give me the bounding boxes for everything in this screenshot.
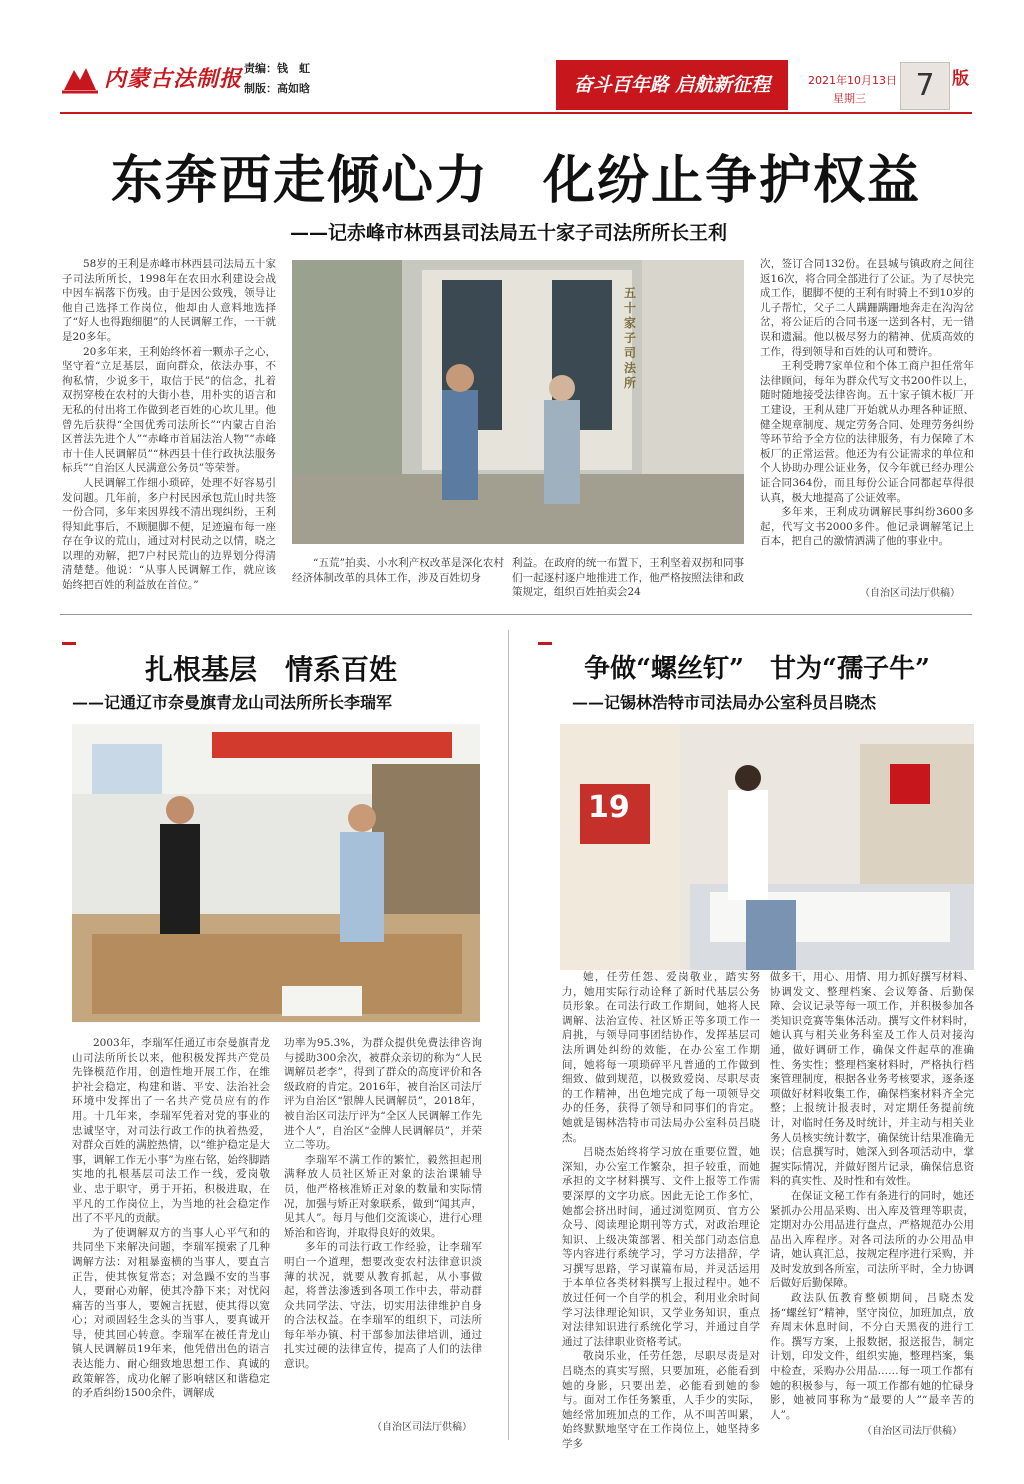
paragraph: 功率为95.3%，为群众提供免费法律咨询与援助300余次，被群众亲切的称为“人民调解员老李”，得到了群众的高度评价和各级政府的肯定。2016年，被自治区司法厅评为自治区“银牌人民调解员”，2018年，被自治区司法厅评为“全区人民调解工作先进个人”，自治区“金牌人民调解员”，并荣立二等功。: [284, 1037, 482, 1152]
article1-credit: （自治区司法厅供稿）: [860, 588, 960, 599]
paragraph: 次，签订合同132份。在县城与镇政府之间往返16次，将合同全部进行了公证。为了尽快完成工作，腿脚不便的王利有时骑上不到10岁的儿子帮忙，父子二人蹒跚蹒跚地奔走在沟沟岔岔，将公证后的合同书逐一送到各村，无一错误和遗漏。他以极尽努力的精神、优质高效的工作，得到领导和百姓的认可和赞许。: [760, 258, 974, 358]
section-divider: [60, 614, 972, 615]
paragraph: 多年的司法行政工作经验，让李瑞军明白一个道理，想要改变农村法律意识淡薄的状况，就要从教育抓起，从小事做起，将普法渗透到各项工作中去，带动群众共同学法、守法，切实用法律维护自身的合法权益。在李瑞军的组织下，司法所每年举办镇、村干部参加法律培训，通过扎实过硬的法律宣传，提高了人们的法律意识。: [284, 1241, 482, 1371]
page-number: 7: [915, 68, 935, 103]
photo-liruijun-scene: [72, 724, 480, 1022]
issue-weekday: 星期三: [833, 92, 866, 105]
paragraph: 20多年来，王利始终怀着一颗赤子之心，坚守着“立足基层，面向群众，依法办事，不徇私情，少说多干，取信于民”的信念，扎着双拐穿梭在农村的大街小巷，用朴实的语言和无私的付出将工作做到老百姓的心坎儿里。他曾先后获得“全国优秀司法所长”“内蒙古自治区普法先进个人”“赤峰市首届法治人物”“赤峰市十佳人民调解员”“林西县十佳行政执法服务标兵”“自治区人民满意公务员”等荣誉。: [62, 345, 276, 475]
article3-title: 争做“螺丝钉” 甘为“孺子牛”: [584, 654, 930, 684]
photo1-sign: 五十家子司法所: [624, 286, 637, 390]
producer-credit: 制版：高如晗: [244, 82, 310, 95]
article2-photo: [72, 724, 480, 1022]
paragraph: 敬岗乐业，任劳任怨，尽职尽责是对吕晓杰的真实写照，只要加班，必能看到她的身影，只要出差，必能看到她的参与。面对工作任务繁重，人手少的实际，她经常加班加点的工作，从不叫苦叫累，始终默默地坚守在工作岗位上，她坚持多学多: [562, 1350, 760, 1450]
paragraph: 做多干，用心、用情、用力抓好撰写材料、协调发文、整理档案、会议筹备、后勤保障、会议记录等每一项工作，并积极参加各类知识竞赛等集体活动。撰写文件材料时，她认真与相关业务科室及工作人员对接沟通，做好调研工作，确保文件起草的准确性、务实性；整理档案材料时，严格执行档案管理制度，根据各业务考核要求，逐条逐项做好材料收集工作，确保档案材料齐全完整；上报统计报表时，对定期任务提前统计，对临时任务及时统计，并主动与相关业务人员核实统计数字，确保统计结果准确无误；信息撰写时，她深入到各项活动中，掌握实际情况，并做好图片记录，确保信息资料的真实性、及时性和有效性。: [770, 971, 974, 1188]
article2-column-2: [284, 1036, 482, 1398]
section-banner-text: 奋斗百年路 启航新征程: [573, 74, 771, 96]
article2-title: 扎根基层 情系百姓: [144, 653, 397, 686]
paragraph: 为了使调解双方的当事人心平气和的共同坐下来解决问题，李瑞军摸索了几种调解方法：对粗暴蛮横的当事人，要直言正告，使其恢复常态；对急躁不安的当事人，要耐心劝解，使其冷静下来；对忧闷痛苦的当事人，要婉言抚慰，使其得以宽心；对顽固轻生念头的当事人，要真诚开导，使其回心转意。李瑞军在被任青龙山镇人民调解员19年来，他凭借出色的语言表达能力、耐心细致地思想工作、真诚的政策解答，成功化解了影响辖区和谐稳定的矛盾纠纷1500余件，调解成: [72, 1226, 270, 1400]
paragraph: 2003年，李瑞军任通辽市奈曼旗青龙山司法所所长以来，他积极发挥共产党员先锋模范作用，创造性地开展工作，在维护社会稳定，构建和谐、平安、法治社会环境中发挥出了一名共产党员应有的作用。十几年来，李瑞军凭着对党的事业的忠诚坚守，对司法行政工作的执着热爱，对群众百姓的满腔热情，以“维护稳定是大事，调解工作无小事”为座右铭，始终脚踏实地的扎根基层司法工作一线，爱岗敬业、忠于职守，勇于开拓，积极进取，在平凡的工作岗位上，为当地的社会稳定作出了不平凡的贡献。: [72, 1037, 270, 1225]
header-rule: [60, 112, 972, 114]
article2-subtitle: ——记通辽市奈曼旗青龙山司法所所长李瑞军: [72, 693, 393, 712]
page-number-box: [900, 62, 950, 110]
article1-photo: [292, 260, 744, 544]
article1-column-1: [62, 257, 276, 597]
paragraph: “五荒”拍卖、小水利产权改革是深化农村经济体制改革的具体工作，涉及百姓切身: [292, 557, 504, 584]
article3-credit: （自治区司法厅供稿）: [862, 1426, 962, 1437]
paragraph: 58岁的王利是赤峰市林西县司法局五十家子司法所所长，1998年在农田水利建设会战中因车祸落下伤残。由于是因公致残，领导让他自己选择工作岗位，他却由人意料地选择了“好人也得跑细腿”的人民调解工作，一干就是20多年。: [62, 258, 276, 343]
paragraph: 多年来，王利成功调解民事纠纷3600多起，代写文书2000多件。他记录调解笔记上百本，把自己的激情洒满了他的事业中。: [760, 506, 974, 548]
article3-header-bar: [538, 642, 552, 645]
page-label: 版: [952, 69, 969, 89]
paragraph: 人民调解工作细小琐碎，处理不好容易引发问题。几年前，多户村民因承包荒山时共签一份合同，多年来因界线不清出现纠纷，王利得知此事后，不顾腿脚不便，足迹遍布每一座存在争议的荒山，通过对村民动之以情，晓之以理的劝解，把7户村民荒山的边界划分得清清楚楚。他说：“从事人民调解工作，就应该始终把百姓的利益放在首位。”: [62, 476, 276, 592]
article2-column-1: [72, 1036, 270, 1436]
article1-column-2: [292, 556, 504, 600]
article3-column-1: [562, 970, 760, 1450]
newspaper-logo: 内蒙古法制报: [104, 66, 243, 92]
article1-column-4: [760, 257, 974, 579]
paragraph: 政法队伍教育整顿期间，吕晓杰发扬“螺丝钉”精神，坚守岗位，加班加点，放弃周末休息时间，不分白天黑夜的进行工作。撰写方案，上报数据，报送报告，制定计划，印发文件，组织实施，整理档案，集中检查，采购办公用品……每一项工作都有她的积极参与，每一项工作都有她的忙碌身影，她被同事称为“最要的人”“最辛苦的人”。: [770, 1292, 974, 1421]
masthead: [0, 0, 1024, 118]
article3-subtitle: ——记锡林浩特市司法局办公室科员吕晓杰: [572, 693, 877, 712]
photo-lvxiaojie-scene: [560, 724, 974, 970]
issue-date: 2021年10月13日: [808, 74, 897, 87]
article2-header-bar: [62, 642, 76, 645]
paragraph: 李瑞军不满工作的繁忙，毅然担起刑满释放人员社区矫正对象的法治课辅导员，他严格核准矫正对象的数量和实际情况，加强与矫正对象联系，做到“闻其声，见其人”。每月与他们交流谈心，进行心理矫治和咨询，并取得良好的效果。: [284, 1153, 482, 1239]
column-divider: [508, 630, 509, 1440]
photo3-badge: 19: [588, 790, 630, 825]
article3-photo: [560, 724, 974, 970]
paragraph: 吕晓杰始终将学习放在重要位置，她深知，办公室工作繁杂，担子较重，而她承担的文字材料撰写、文件上报等工作需要深厚的文字功底。因此无论工作多忙，她都会挤出时间，通过浏览网页、官方公众号、阅读理论期刊等方式，对政治理论知识、上级决策部署、相关部门动态信息等内容进行系统学习，学习方法措辞，学习撰写思路，学习谋篇布局，并灵活运用于本单位各类材料撰写上报过程中。她不放过任何一个自学的机会，利用业余时间学习法律理论知识，又学业务知识，重点对法律知识进行系统化学习，并通过自学通过了法律职业资格考试。: [562, 1146, 760, 1348]
paragraph: 她，任劳任怨、爱岗敬业，踏实努力，她用实际行动诠释了新时代基层公务员形象。在司法行政工作期间，她将人民调解、法治宣传、社区矫正等多项工作一肩挑，与领导同事团结协作，发挥基层司法所调处纠纷的效能，在办公室工作期间，她将每一项琐碎平凡普通的工作做到细致、做到规范，以极致爱岗、尽职尽责的工作精神，出色地完成了每一项领导交办的任务，获得了领导和同事们的肯定。她就是锡林浩特市司法局办公室科员吕晓杰。: [562, 971, 760, 1144]
article1-subtitle: ——记赤峰市林西县司法局五十家子司法所所长王利: [290, 222, 728, 244]
article3-column-2: [770, 970, 974, 1421]
editor-credit: 责编：钱 虹: [244, 62, 310, 75]
photo-wangli-scene: [292, 260, 744, 544]
article1-column-3: [512, 556, 744, 600]
article2-credit: （自治区司法厅供稿）: [372, 1422, 472, 1433]
paragraph: 利益。在政府的统一布置下，王利坚着双拐和同事们一起逐村逐户地推进工作，他严格按照法律和政策规定，组织百姓拍卖会24: [512, 557, 744, 599]
paragraph: 王利受聘7家单位和个体工商户担任常年法律顾问，每年为群众代写文书200件以上，随时随地接受法律咨询。五十家子镇木板厂开工建设，王利从建厂开始就从办理各种证照、健全规章制度、规定劳务合同、处理劳务纠纷等环节给予全方位的法律服务，有力保障了木板厂的正常运营。他还为有公证需求的单位和个人协助办理公证业务，仅今年就已经办理公证合同364份，而且每份公证合同都起草得很认真，极大地提高了公证效率。: [760, 360, 974, 504]
section-banner: [556, 60, 788, 110]
newspaper-logo-icon: [60, 64, 100, 96]
paragraph: 在保证文秘工作有条进行的同时，她还紧抓办公用品采购、出入库及管理等职责，定期对办公用品进行盘点，严格规范办公用品出入库程序。对各司法所的办公用品申请，她认真汇总，按规定程序进行采购，并及时发放到各所室，司法所平时，全力协调后做好后勤保障。: [770, 1189, 974, 1290]
article1-title: 东奔西走倾心力 化纷止争护权益: [110, 150, 921, 211]
